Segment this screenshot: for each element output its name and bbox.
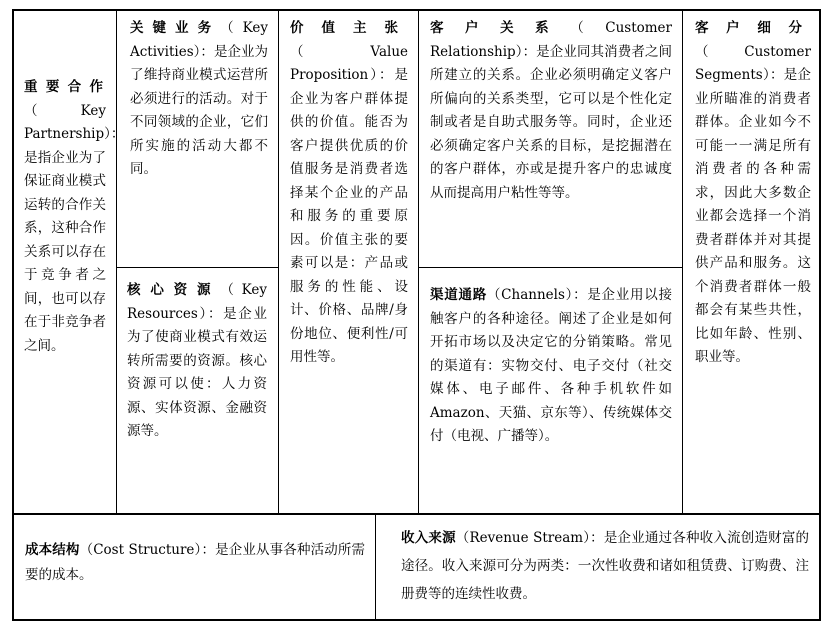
cell-key-activities xyxy=(130,17,268,182)
divider-bottom-section xyxy=(12,513,821,515)
divider-cost-revenue xyxy=(375,513,376,621)
customer-relationship-text: （Customer Relationship）：是企业同其消费者之间所建立的关系。企业必须明确定义客户所偏向的关系类型，它可以是个性化定制或者是自助式服务等。同时，企业还必须确定客户关系的目标，是挖掘潜在的客户群体，亦或是提升客户的忠诚度从而提高用户粘性等等。 xyxy=(430,20,673,201)
key-activities-text: （Key Activities）：是企业为了维持商业模式运营所必须进行的活动。对于不同领域的企业，它们所实施的活动大都不同。 xyxy=(130,20,268,177)
divider-partners xyxy=(116,9,117,513)
cell-cost-structure xyxy=(25,538,365,588)
cost-structure-heading: 成本结构 xyxy=(25,542,80,558)
revenue-stream-text: （Revenue Stream）：是企业通过各种收入流创造财富的途径。收入来源可分为两类：一次性收费和诸如租赁费、订购费、注册费等的连续性收费。 xyxy=(401,530,810,602)
cell-channels xyxy=(430,284,672,449)
customer-relationship-heading: 客户关系 xyxy=(430,20,571,36)
key-resources-text: （Key Resources）：是企业为了使商业模式有效运转所需要的资源。核心资源可以使：人力资源、实体资源、金融资源等。 xyxy=(127,282,267,439)
divider-activities xyxy=(278,9,279,513)
cell-key-partnership xyxy=(24,76,125,358)
key-partnership-text: （Key Partnership）：是指企业为了保证商业模式运转的合作关系，这种合作关系可以存在于竞争者之间，也可以存在于非竞争者之间。 xyxy=(24,102,125,354)
customer-segments-text: （Customer Segments）：是企业所瞄准的消费者群体。企业如今不可能一一满足所有消费者的各种需求，因此大多数企业都会选择一个消费者群体并对其提供产品和服务。这个消费者群体一般都会有某些共性，比如年龄、性别、职业等。 xyxy=(695,43,811,365)
divider-activities-resources xyxy=(116,267,278,268)
customer-segments-heading: 客户细分 xyxy=(695,20,811,36)
key-activities-heading: 关键业务 xyxy=(130,20,221,36)
value-proposition-text: （Value Proposition）：是企业为客户群体提供的价值。能否为客户提供优质的价值服务是消费者选择某个企业的产品和服务的重要原因。价值主张的要素可以是：产品或服务的性能、设计、价格、品牌/身份地位、便利性/可用性等。 xyxy=(290,43,408,365)
key-resources-heading: 核心资源 xyxy=(127,282,221,298)
divider-relationship xyxy=(682,9,683,513)
channels-text: （Channels）：是企业用以接触客户的各种途径。阐述了企业是如何开拓市场以及决定它的分销策略。常见的渠道有：实物交付、电子交付（社交媒体、电子邮件、各种手机软件如Amazon、天猫、京东等）、传统媒体交付（电视、广播等）。 xyxy=(430,287,672,444)
divider-value xyxy=(418,9,419,513)
cost-structure-text: （Cost Structure）：是企业从事各种活动所需要的成本。 xyxy=(25,542,366,583)
cell-customer-relationship xyxy=(430,17,672,205)
value-proposition-heading: 价值主张 xyxy=(290,20,408,36)
cell-customer-segments xyxy=(695,17,811,370)
revenue-stream-heading: 收入来源 xyxy=(401,530,456,546)
cell-key-resources xyxy=(127,279,267,444)
cell-value-proposition xyxy=(290,17,408,370)
divider-relationship-channels xyxy=(418,267,682,268)
channels-heading: 渠道通路 xyxy=(430,287,487,303)
cell-revenue-stream xyxy=(401,524,809,608)
key-partnership-heading: 重要合作 xyxy=(24,79,106,95)
